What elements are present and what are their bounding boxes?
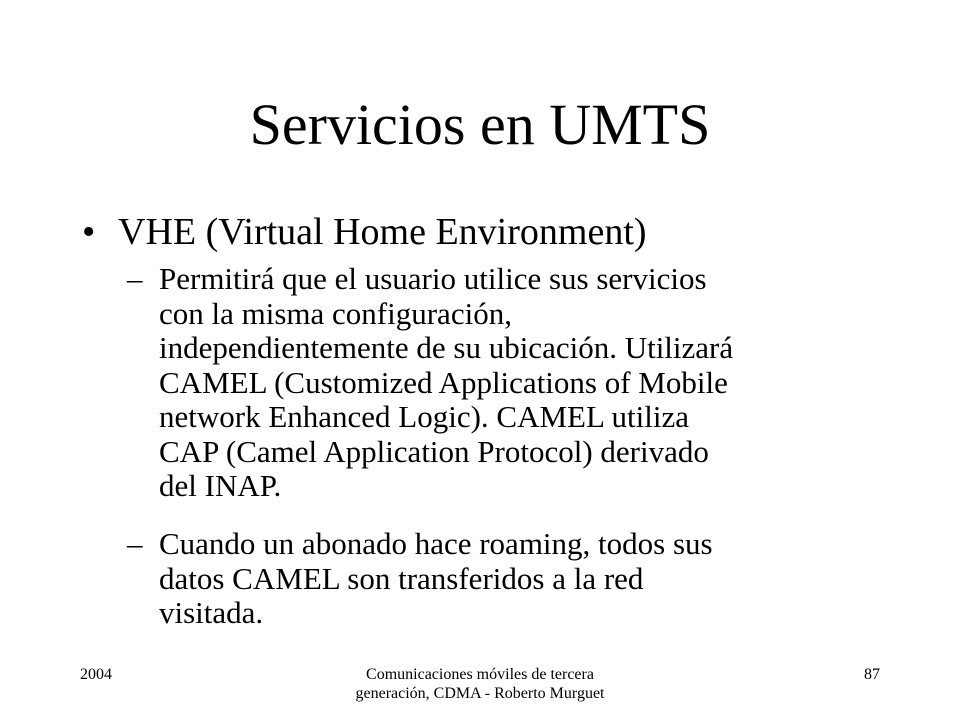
sub-item-roaming bbox=[127, 527, 887, 631]
footer-page-number: 87 bbox=[864, 666, 880, 683]
footer-course: Comunicaciones móviles de tercera generación, CDMA - Roberto Murguet bbox=[355, 666, 605, 702]
dash-icon: – bbox=[127, 261, 143, 296]
bullet-text: VHE (Virtual Home Environment) bbox=[118, 211, 647, 253]
sub-item-permitira bbox=[127, 262, 887, 504]
dash-icon: – bbox=[127, 526, 143, 561]
bullet-dot-icon: • bbox=[82, 211, 96, 253]
bullet-vhe bbox=[82, 205, 882, 259]
slide-title: Servicios en UMTS bbox=[249, 92, 711, 157]
footer-year: 2004 bbox=[80, 666, 112, 683]
sub-item-text: Permitirá que el usuario utilice sus servicios con la misma configuración, independientemente de su ubicación. Utilizará CAMEL (Customized Applications of Mobile network Enhanced Logic). CAMEL utiliza CAP (Camel Application Protocol) derivado del INAP. bbox=[159, 261, 734, 503]
sub-item-text: Cuando un abonado hace roaming, todos sus datos CAMEL son transferidos a la red visitada. bbox=[159, 526, 713, 630]
